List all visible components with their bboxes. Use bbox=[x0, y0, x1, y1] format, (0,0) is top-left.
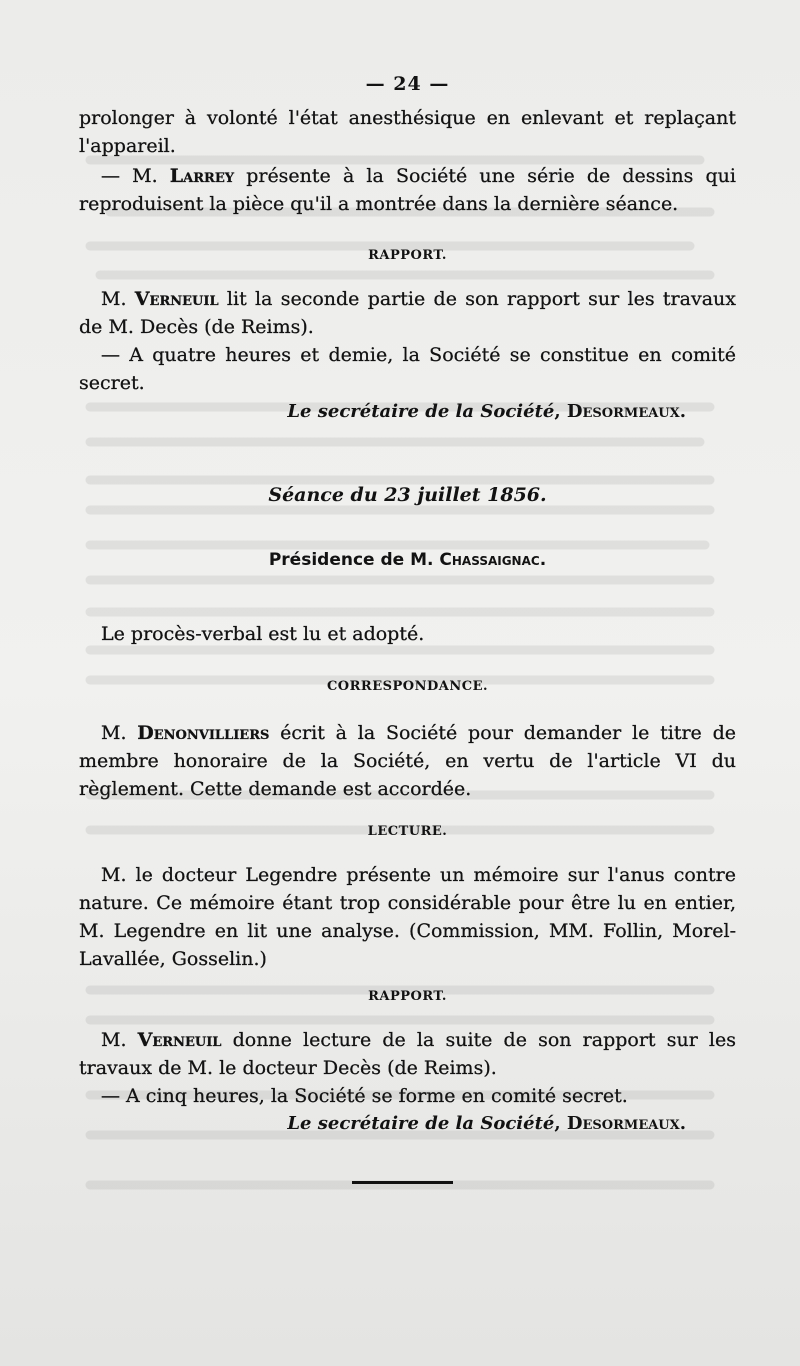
person-name: Denonvilliers bbox=[137, 722, 270, 744]
person-name: Larrey bbox=[169, 165, 235, 187]
paragraph-prefix: M. bbox=[101, 288, 135, 310]
signature-role: Le secrétaire de la Société bbox=[287, 1113, 555, 1134]
signature-name: Desormeaux. bbox=[566, 401, 686, 422]
paragraph-text: — A quatre heures et demie, la Société se constitue en comité secret. bbox=[79, 344, 736, 394]
person-name: Verneuil bbox=[137, 1029, 222, 1051]
presidency-label: Présidence de bbox=[268, 550, 411, 570]
signature-role: Le secrétaire de la Société bbox=[287, 401, 555, 422]
paragraph-larrey bbox=[79, 162, 736, 218]
paragraph-text: Le procès-verbal est lu et adopté. bbox=[101, 623, 425, 645]
paragraph-proces-verbal bbox=[79, 620, 736, 648]
section-heading-correspondance: CORRESPONDANCE. bbox=[326, 679, 489, 694]
president-name: Chassaignac. bbox=[439, 550, 547, 570]
person-name: Verneuil bbox=[134, 288, 219, 310]
presidency-line bbox=[79, 547, 736, 573]
paragraph-comite-secret-2 bbox=[79, 1082, 736, 1110]
paragraph-text: écrit à la Société pour demander le titre de membre honoraire de la Société, en vertu de l'article VI du règlement. Cette demande est accordée. bbox=[79, 722, 736, 800]
section-heading-lecture: LECTURE. bbox=[367, 824, 448, 839]
paragraph-verneuil-1 bbox=[79, 285, 736, 341]
signature-block bbox=[79, 398, 686, 426]
paragraph-text: lit la seconde partie de son rapport sur les travaux de M. Decès (de Reims). bbox=[79, 288, 736, 338]
paragraph-continuation bbox=[79, 104, 736, 160]
paragraph-comite-secret-1 bbox=[79, 341, 736, 397]
paragraph-text: donne lecture de la suite de son rapport sur les travaux de M. le docteur Decès (de Reims). bbox=[79, 1029, 736, 1079]
signature-sep: , bbox=[554, 1113, 567, 1134]
signature-block-2 bbox=[79, 1110, 686, 1138]
paragraph-prefix: M. bbox=[101, 1029, 138, 1051]
paragraph-text: M. le docteur Legendre présente un mémoire sur l'anus contre nature. Ce mémoire étant trop considérable pour être lu en entier, M. Legendre en lit une analyse. (Commission, MM. Follin, Morel-Lavallée, Gosselin.) bbox=[79, 864, 736, 970]
session-title: Séance du 23 juillet 1856. bbox=[268, 484, 547, 506]
signature-sep: , bbox=[554, 401, 567, 422]
presidency-prefix: M. bbox=[410, 550, 440, 570]
paragraph-legendre bbox=[79, 861, 736, 973]
paragraph-text: — A cinq heures, la Société se forme en comité secret. bbox=[101, 1085, 628, 1107]
paragraph-dash: — M. bbox=[101, 165, 170, 187]
section-heading-rapport: RAPPORT. bbox=[368, 248, 447, 263]
paragraph-prefix: M. bbox=[101, 722, 138, 744]
paragraph-denonvilliers bbox=[79, 719, 736, 803]
signature-name: Desormeaux. bbox=[566, 1113, 686, 1134]
paragraph-text: prolonger à volonté l'état anesthésique en enlevant et replaçant l'appareil. bbox=[79, 107, 736, 157]
section-heading-rapport-2: RAPPORT. bbox=[368, 989, 447, 1004]
paragraph-text: présente à la Société une série de dessins qui reproduisent la pièce qu'il a montrée dans la dernière séance. bbox=[79, 165, 736, 215]
page-number: — 24 — bbox=[365, 73, 450, 95]
paragraph-verneuil-2 bbox=[79, 1026, 736, 1082]
end-rule bbox=[352, 1181, 453, 1184]
